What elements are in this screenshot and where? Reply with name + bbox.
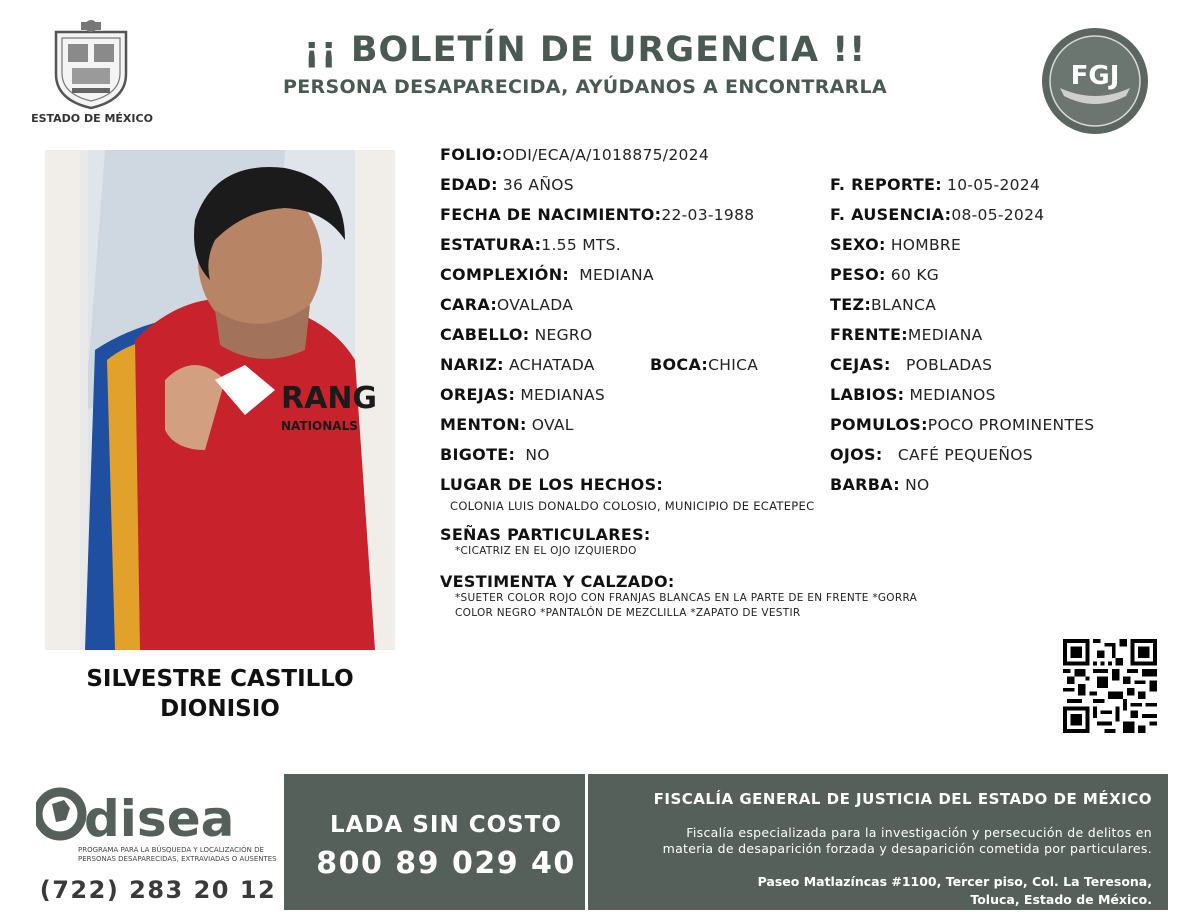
field-cara [440, 295, 573, 315]
field-barba-label: BARBA: [830, 475, 900, 494]
field-sexo-value: HOMBRE [890, 236, 962, 254]
field-senas [440, 525, 651, 545]
qr-code-icon [1063, 639, 1157, 733]
field-f-reporte-label: F. REPORTE: [830, 175, 942, 194]
field-fecha-nacimiento [440, 205, 754, 225]
person-name-line1: SILVESTRE CASTILLO [86, 666, 354, 692]
field-bigote [440, 445, 550, 465]
field-cejas [830, 355, 992, 375]
field-lugar [440, 475, 663, 495]
field-f-ausencia-value: 08-05-2024 [951, 206, 1045, 224]
field-boca-value: CHICA [708, 356, 759, 374]
bulletin-title: ¡¡ BOLETÍN DE URGENCIA !! [303, 30, 867, 70]
field-vestimenta [440, 572, 675, 592]
field-complexion-value: MEDIANA [579, 266, 654, 284]
fgj-logo-icon [1040, 26, 1150, 136]
field-orejas [440, 385, 605, 405]
field-cabello-label: CABELLO: [440, 325, 530, 344]
field-cejas-label: CEJAS: [830, 355, 891, 374]
field-boca [650, 355, 758, 375]
field-estatura [440, 235, 621, 255]
fgj-logo-text: FGJ [1070, 61, 1120, 91]
field-tez-label: TEZ: [830, 295, 872, 314]
field-cabello [440, 325, 592, 345]
field-peso-label: PESO: [830, 265, 886, 284]
fiscalia-title: FISCALÍA GENERAL DE JUSTICIA DEL ESTADO DE MÉXICO [653, 790, 1152, 808]
bulletin-subtitle: PERSONA DESAPARECIDA, AYÚDANOS A ENCONTRARLA [283, 76, 887, 98]
field-ojos-label: OJOS: [830, 445, 883, 464]
odisea-logo-text: disea [84, 790, 235, 848]
field-edad [440, 175, 574, 195]
field-fecha-nacimiento-label: FECHA DE NACIMIENTO: [440, 205, 662, 224]
footer-band-divider [585, 774, 588, 910]
field-vestimenta-label: VESTIMENTA Y CALZADO: [440, 572, 675, 591]
field-orejas-label: OREJAS: [440, 385, 516, 404]
field-orejas-value: MEDIANAS [520, 386, 606, 404]
person-name-line2: DIONISIO [160, 696, 280, 722]
state-coat-of-arms-icon [48, 18, 134, 110]
field-bigote-label: BIGOTE: [440, 445, 516, 464]
field-folio-value: ODI/ECA/A/1018875/2024 [502, 146, 709, 164]
field-f-ausencia-label: F. AUSENCIA: [830, 205, 952, 224]
field-pomulos-label: POMULOS: [830, 415, 928, 434]
field-menton [440, 415, 574, 435]
field-labios-label: LABIOS: [830, 385, 905, 404]
field-frente-label: FRENTE: [830, 325, 908, 344]
toll-free-number: 800 89 029 40 [316, 846, 576, 881]
field-boca-label: BOCA: [650, 355, 709, 374]
field-peso [830, 265, 939, 285]
field-edad-label: EDAD: [440, 175, 498, 194]
field-barba-value: NO [905, 476, 930, 494]
toll-free-label: LADA SIN COSTO [330, 812, 562, 838]
field-vestimenta-line2: COLOR NEGRO *PANTALÓN DE MEZCLILLA *ZAPATO DE VESTIR [455, 607, 801, 619]
field-estatura-value: 1.55 MTS. [541, 236, 622, 254]
fiscalia-description-line2: materia de desaparición forzada y desaparición cometida por particulares. [662, 841, 1152, 856]
field-cabello-value: NEGRO [534, 326, 593, 344]
field-folio-label: FOLIO: [440, 145, 503, 164]
field-vestimenta-line1: *SUETER COLOR ROJO CON FRANJAS BLANCAS EN LA PARTE DE EN FRENTE *GORRA [455, 592, 918, 604]
field-f-reporte-value: 10-05-2024 [947, 176, 1041, 194]
person-name [45, 664, 395, 724]
field-senas-value: *CICATRIZ EN EL OJO IZQUIERDO [455, 545, 637, 557]
field-sexo [830, 235, 961, 255]
field-ojos [830, 445, 1033, 465]
field-nariz [440, 355, 595, 375]
shirt-print-text: RANG [281, 381, 378, 416]
field-tez-value: BLANCA [871, 296, 937, 314]
field-menton-value: OVAL [531, 416, 574, 434]
odisea-program-description: PROGRAMA PARA LA BÚSQUEDA Y LOCALIZACIÓN DE PERSONAS DESAPARECIDAS, EXTRAVIADAS O AUSENTES [78, 846, 277, 863]
field-barba [830, 475, 929, 495]
field-lugar-value: COLONIA LUIS DONALDO COLOSIO, MUNICIPIO DE ECATEPEC [450, 499, 815, 513]
field-cejas-value: POBLADAS [906, 356, 993, 374]
field-cara-label: CARA: [440, 295, 498, 314]
fiscalia-address-line2: Toluca, Estado de México. [970, 892, 1152, 907]
field-senas-label: SEÑAS PARTICULARES: [440, 525, 651, 544]
odisea-logo-icon [36, 786, 276, 878]
field-fecha-nacimiento-value: 22-03-1988 [661, 206, 755, 224]
field-peso-value: 60 KG [890, 266, 940, 284]
field-bigote-value: NO [525, 446, 550, 464]
field-estatura-label: ESTATURA: [440, 235, 542, 254]
field-f-reporte [830, 175, 1040, 195]
field-complexion-label: COMPLEXIÓN: [440, 265, 570, 284]
field-f-ausencia [830, 205, 1044, 225]
missing-person-photo [45, 150, 395, 650]
field-pomulos [830, 415, 1094, 435]
fiscalia-address [600, 873, 1152, 909]
field-complexion [440, 265, 654, 285]
contact-phone: (722) 283 20 12 [39, 876, 277, 904]
field-labios [830, 385, 996, 405]
field-pomulos-value: POCO PROMINENTES [927, 416, 1095, 434]
fiscalia-address-line1: Paseo Matlazíncas #1100, Tercer piso, Col. La Teresona, [757, 874, 1152, 889]
field-nariz-label: NARIZ: [440, 355, 504, 374]
state-name: ESTADO DE MÉXICO [31, 112, 153, 125]
field-folio [440, 145, 709, 165]
field-cara-value: OVALADA [497, 296, 574, 314]
field-nariz-value: ACHATADA [508, 356, 595, 374]
fiscalia-description-line1: Fiscalía especializada para la investigación y persecución de delitos en [686, 825, 1152, 840]
field-lugar-label: LUGAR DE LOS HECHOS: [440, 475, 664, 494]
field-tez [830, 295, 936, 315]
field-menton-label: MENTON: [440, 415, 527, 434]
fiscalia-description [600, 825, 1152, 857]
field-edad-value: 36 AÑOS [502, 176, 574, 194]
field-ojos-value: CAFÉ PEQUEÑOS [897, 446, 1033, 464]
field-sexo-label: SEXO: [830, 235, 886, 254]
field-labios-value: MEDIANOS [909, 386, 996, 404]
shirt-print-subtext: NATIONALS [281, 419, 358, 433]
field-frente-value: MEDIANA [907, 326, 983, 344]
field-frente [830, 325, 983, 345]
